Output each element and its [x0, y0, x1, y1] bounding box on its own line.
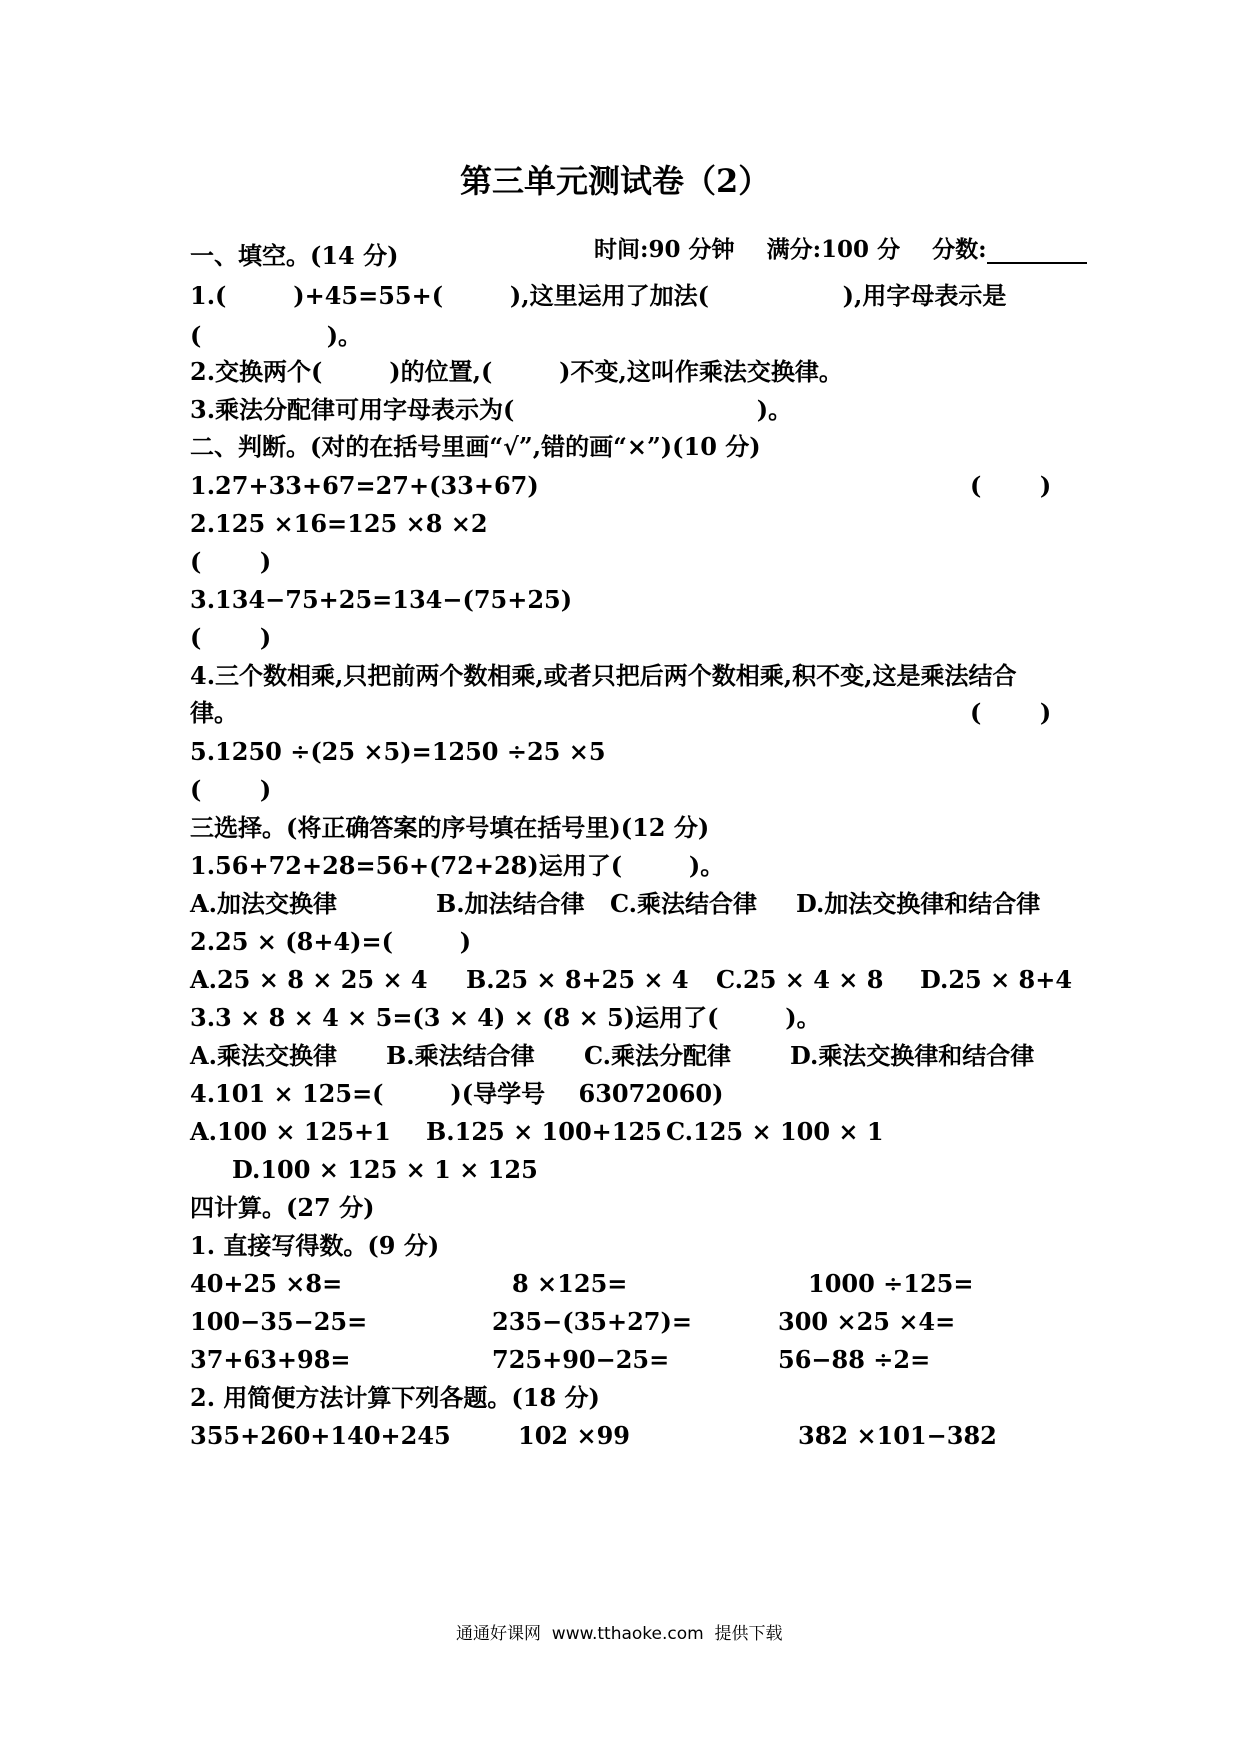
- s2-answer-paren-4: ( ): [970, 698, 1052, 727]
- s1-question-1a: 1.( )+45=55+( ),这里运用了加法( ),用字母表示是: [190, 281, 1007, 310]
- s3-q2-option-b: B.25 × 8+25 × 4: [466, 965, 689, 994]
- s2-answer-paren-1: ( ): [970, 471, 1052, 500]
- s2-question-1: 1.27+33+67=27+(33+67): [190, 471, 539, 500]
- s2-question-5: 5.1250 ÷(25 ×5)=1250 ÷25 ×5: [190, 737, 606, 766]
- s1-question-3: 3.乘法分配律可用字母表示为( )。: [190, 395, 793, 424]
- s3-q4-option-c: C.125 × 100 × 1: [666, 1117, 884, 1146]
- calc-item: 382 ×101−382: [798, 1421, 997, 1450]
- calc-item: 56−88 ÷2=: [778, 1345, 931, 1374]
- s2-answer-paren-5: ( ): [190, 775, 272, 804]
- calc-item: 100−35−25=: [190, 1307, 368, 1336]
- s3-q2-option-c: C.25 × 4 × 8: [716, 965, 884, 994]
- s3-question-3: 3.3 × 8 × 4 × 5=(3 × 4) × (8 × 5)运用了( )。: [190, 1003, 821, 1032]
- time-limit: 时间:90 分钟: [594, 236, 735, 263]
- s3-q3-option-d: D.乘法交换律和结合律: [790, 1041, 1035, 1070]
- section3-heading: 三选择。(将正确答案的序号填在括号里)(12 分): [190, 813, 710, 842]
- s3-q3-option-b: B.乘法结合律: [386, 1041, 535, 1070]
- calc-item: 235−(35+27)=: [492, 1307, 692, 1336]
- s4-subheading-2: 2. 用简便方法计算下列各题。(18 分): [190, 1383, 600, 1412]
- calc-item: 8 ×125=: [512, 1269, 628, 1298]
- footer-source: 通通好课网 www.tthaoke.com 提供下载: [456, 1624, 783, 1644]
- s2-question-4a: 4.三个数相乘,只把前两个数相乘,或者只把后两个数相乘,积不变,这是乘法结合: [190, 661, 1017, 690]
- s3-question-4: 4.101 × 125=( )(导学号 63072060): [190, 1079, 724, 1108]
- calc-item: 355+260+140+245: [190, 1421, 451, 1450]
- section4-heading: 四计算。(27 分): [190, 1193, 375, 1222]
- calc-item: 725+90−25=: [492, 1345, 670, 1374]
- s3-q2-option-a: A.25 × 8 × 25 × 4: [190, 965, 428, 994]
- section1-heading: 一、填空。(14 分): [190, 241, 399, 270]
- page-title: 第三单元测试卷（2）: [460, 162, 771, 200]
- s3-q1-option-b: B.加法结合律: [436, 889, 585, 918]
- s3-q4-option-b: B.125 × 100+125: [426, 1117, 662, 1146]
- s1-question-2: 2.交换两个( )的位置,( )不变,这叫作乘法交换律。: [190, 357, 843, 386]
- s2-answer-paren-2: ( ): [190, 547, 272, 576]
- s2-question-2: 2.125 ×16=125 ×8 ×2: [190, 509, 488, 538]
- section2-heading: 二、判断。(对的在括号里画“√”,错的画“×”)(10 分): [190, 432, 761, 461]
- s3-q1-option-c: C.乘法结合律: [610, 889, 758, 918]
- calc-item: 102 ×99: [518, 1421, 630, 1450]
- s3-q3-option-a: A.乘法交换律: [190, 1041, 337, 1070]
- s3-q4-option-a: A.100 × 125+1: [190, 1117, 391, 1146]
- s4-subheading-1: 1. 直接写得数。(9 分): [190, 1231, 440, 1260]
- s3-question-1: 1.56+72+28=56+(72+28)运用了( )。: [190, 851, 725, 880]
- calc-item: 37+63+98=: [190, 1345, 351, 1374]
- calc-item: 40+25 ×8=: [190, 1269, 343, 1298]
- s2-question-4b: 律。: [190, 698, 238, 727]
- score-label: 分数:: [932, 236, 987, 263]
- s3-q1-option-a: A.加法交换律: [190, 889, 337, 918]
- full-score: 满分:100 分: [766, 236, 901, 263]
- calc-item: 300 ×25 ×4=: [778, 1307, 956, 1336]
- calc-item: 1000 ÷125=: [808, 1269, 974, 1298]
- exam-meta: [578, 204, 1087, 264]
- score-blank: [987, 240, 1087, 264]
- s3-q2-option-d: D.25 × 8+4: [920, 965, 1073, 994]
- s3-q4-option-d: D.100 × 125 × 1 × 125: [232, 1155, 538, 1184]
- s1-question-1b: ( )。: [190, 321, 363, 350]
- s2-question-3: 3.134−75+25=134−(75+25): [190, 585, 573, 614]
- s3-q3-option-c: C.乘法分配律: [584, 1041, 732, 1070]
- s3-question-2: 2.25 × (8+4)=( ): [190, 927, 472, 956]
- s2-answer-paren-3: ( ): [190, 623, 272, 652]
- s3-q1-option-d: D.加法交换律和结合律: [796, 889, 1041, 918]
